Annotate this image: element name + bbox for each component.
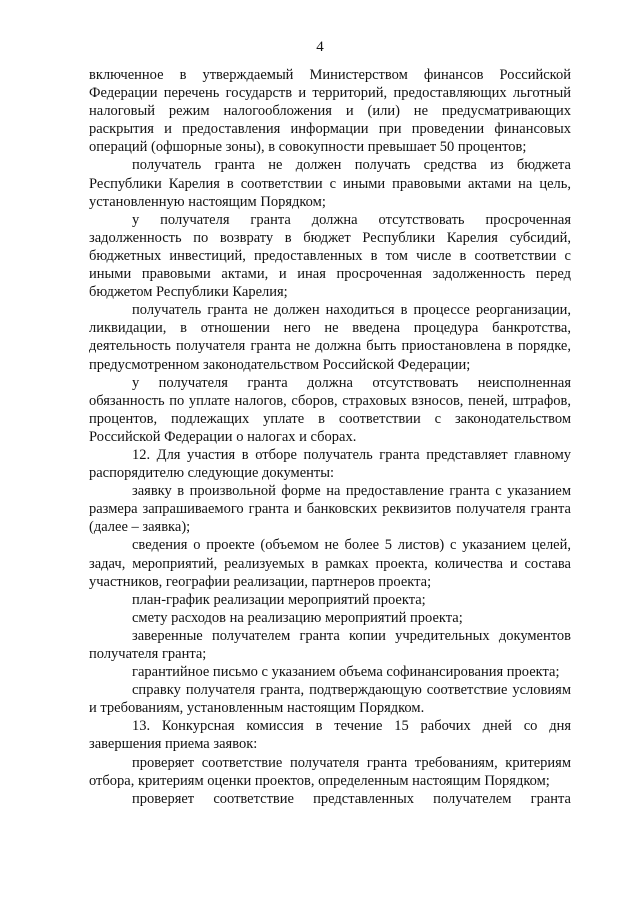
paragraph: у получателя гранта должна отсутствовать неисполненная обязанность по уплате налогов, сборов, страховых взносов, пеней, штрафов, процентов, подлежащих уплате в соответствии с законодательством Российской Федерации о налогах и сборах. <box>89 374 571 445</box>
paragraph: получатель гранта не должен находиться в процессе реорганизации, ликвидации, в отношении него не введена процедура банкротства, деятельность получателя гранта не должна быть приостановлена в порядке, предусмотренном законодательством Российской Федерации; <box>89 302 571 373</box>
paragraph: проверяет соответствие представленных получателем гранта <box>132 790 571 807</box>
body-text <box>89 66 571 808</box>
paragraph: проверяет соответствие получателя гранта требованиям, критериям отбора, критериям оценки проектов, определенным настоящим Порядком; <box>89 754 571 789</box>
paragraph: гарантийное письмо с указанием объема софинансирования проекта; <box>132 664 560 681</box>
paragraph: 13. Конкурсная комиссия в течение 15 рабочих дней со дня завершения приема заявок: <box>89 718 571 753</box>
paragraph: заявку в произвольной форме на предоставление гранта с указанием размера запрашиваемого гранта и банковских реквизитов получателя гранта (далее – заявка); <box>89 483 571 536</box>
paragraph: смету расходов на реализацию мероприятий проекта; <box>132 609 463 626</box>
page-number: 4 <box>316 39 324 55</box>
paragraph: у получателя гранта должна отсутствовать просроченная задолженность по возврату в бюджет Республики Карелия субсидий, бюджетных инвестиций, предоставленных в том числе в соответствии с иными правовыми актами, и иная просроченная задолженность перед бюджетом Республики Карелия; <box>89 211 571 301</box>
paragraph: справку получателя гранта, подтверждающую соответствие условиям и требованиям, установленным настоящим Порядком. <box>89 682 571 717</box>
paragraph: получатель гранта не должен получать средства из бюджета Республики Карелия в соответствии с иными правовыми актами на цель, установленную настоящим Порядком; <box>89 157 571 210</box>
paragraph: включенное в утверждаемый Министерством финансов Российской Федерации перечень государств и территорий, предоставляющих льготный налоговый режим налогообложения и (или) не предусматривающих раскрытия и предоставления информации при проведении финансовых операций (офшорные зоны), в совокупности превышает 50 процентов; <box>89 67 571 156</box>
paragraph: сведения о проекте (объемом не более 5 листов) с указанием целей, задач, мероприятий, реализуемых в рамках проекта, количества и состава участников, географии реализации, партнеров проекта; <box>89 537 571 590</box>
paragraph: заверенные получателем гранта копии учредительных документов получателя гранта; <box>89 627 571 662</box>
paragraph: 12. Для участия в отборе получатель гранта представляет главному распорядителю следующие документы: <box>89 446 571 482</box>
paragraph: план-график реализации мероприятий проекта; <box>132 591 426 608</box>
